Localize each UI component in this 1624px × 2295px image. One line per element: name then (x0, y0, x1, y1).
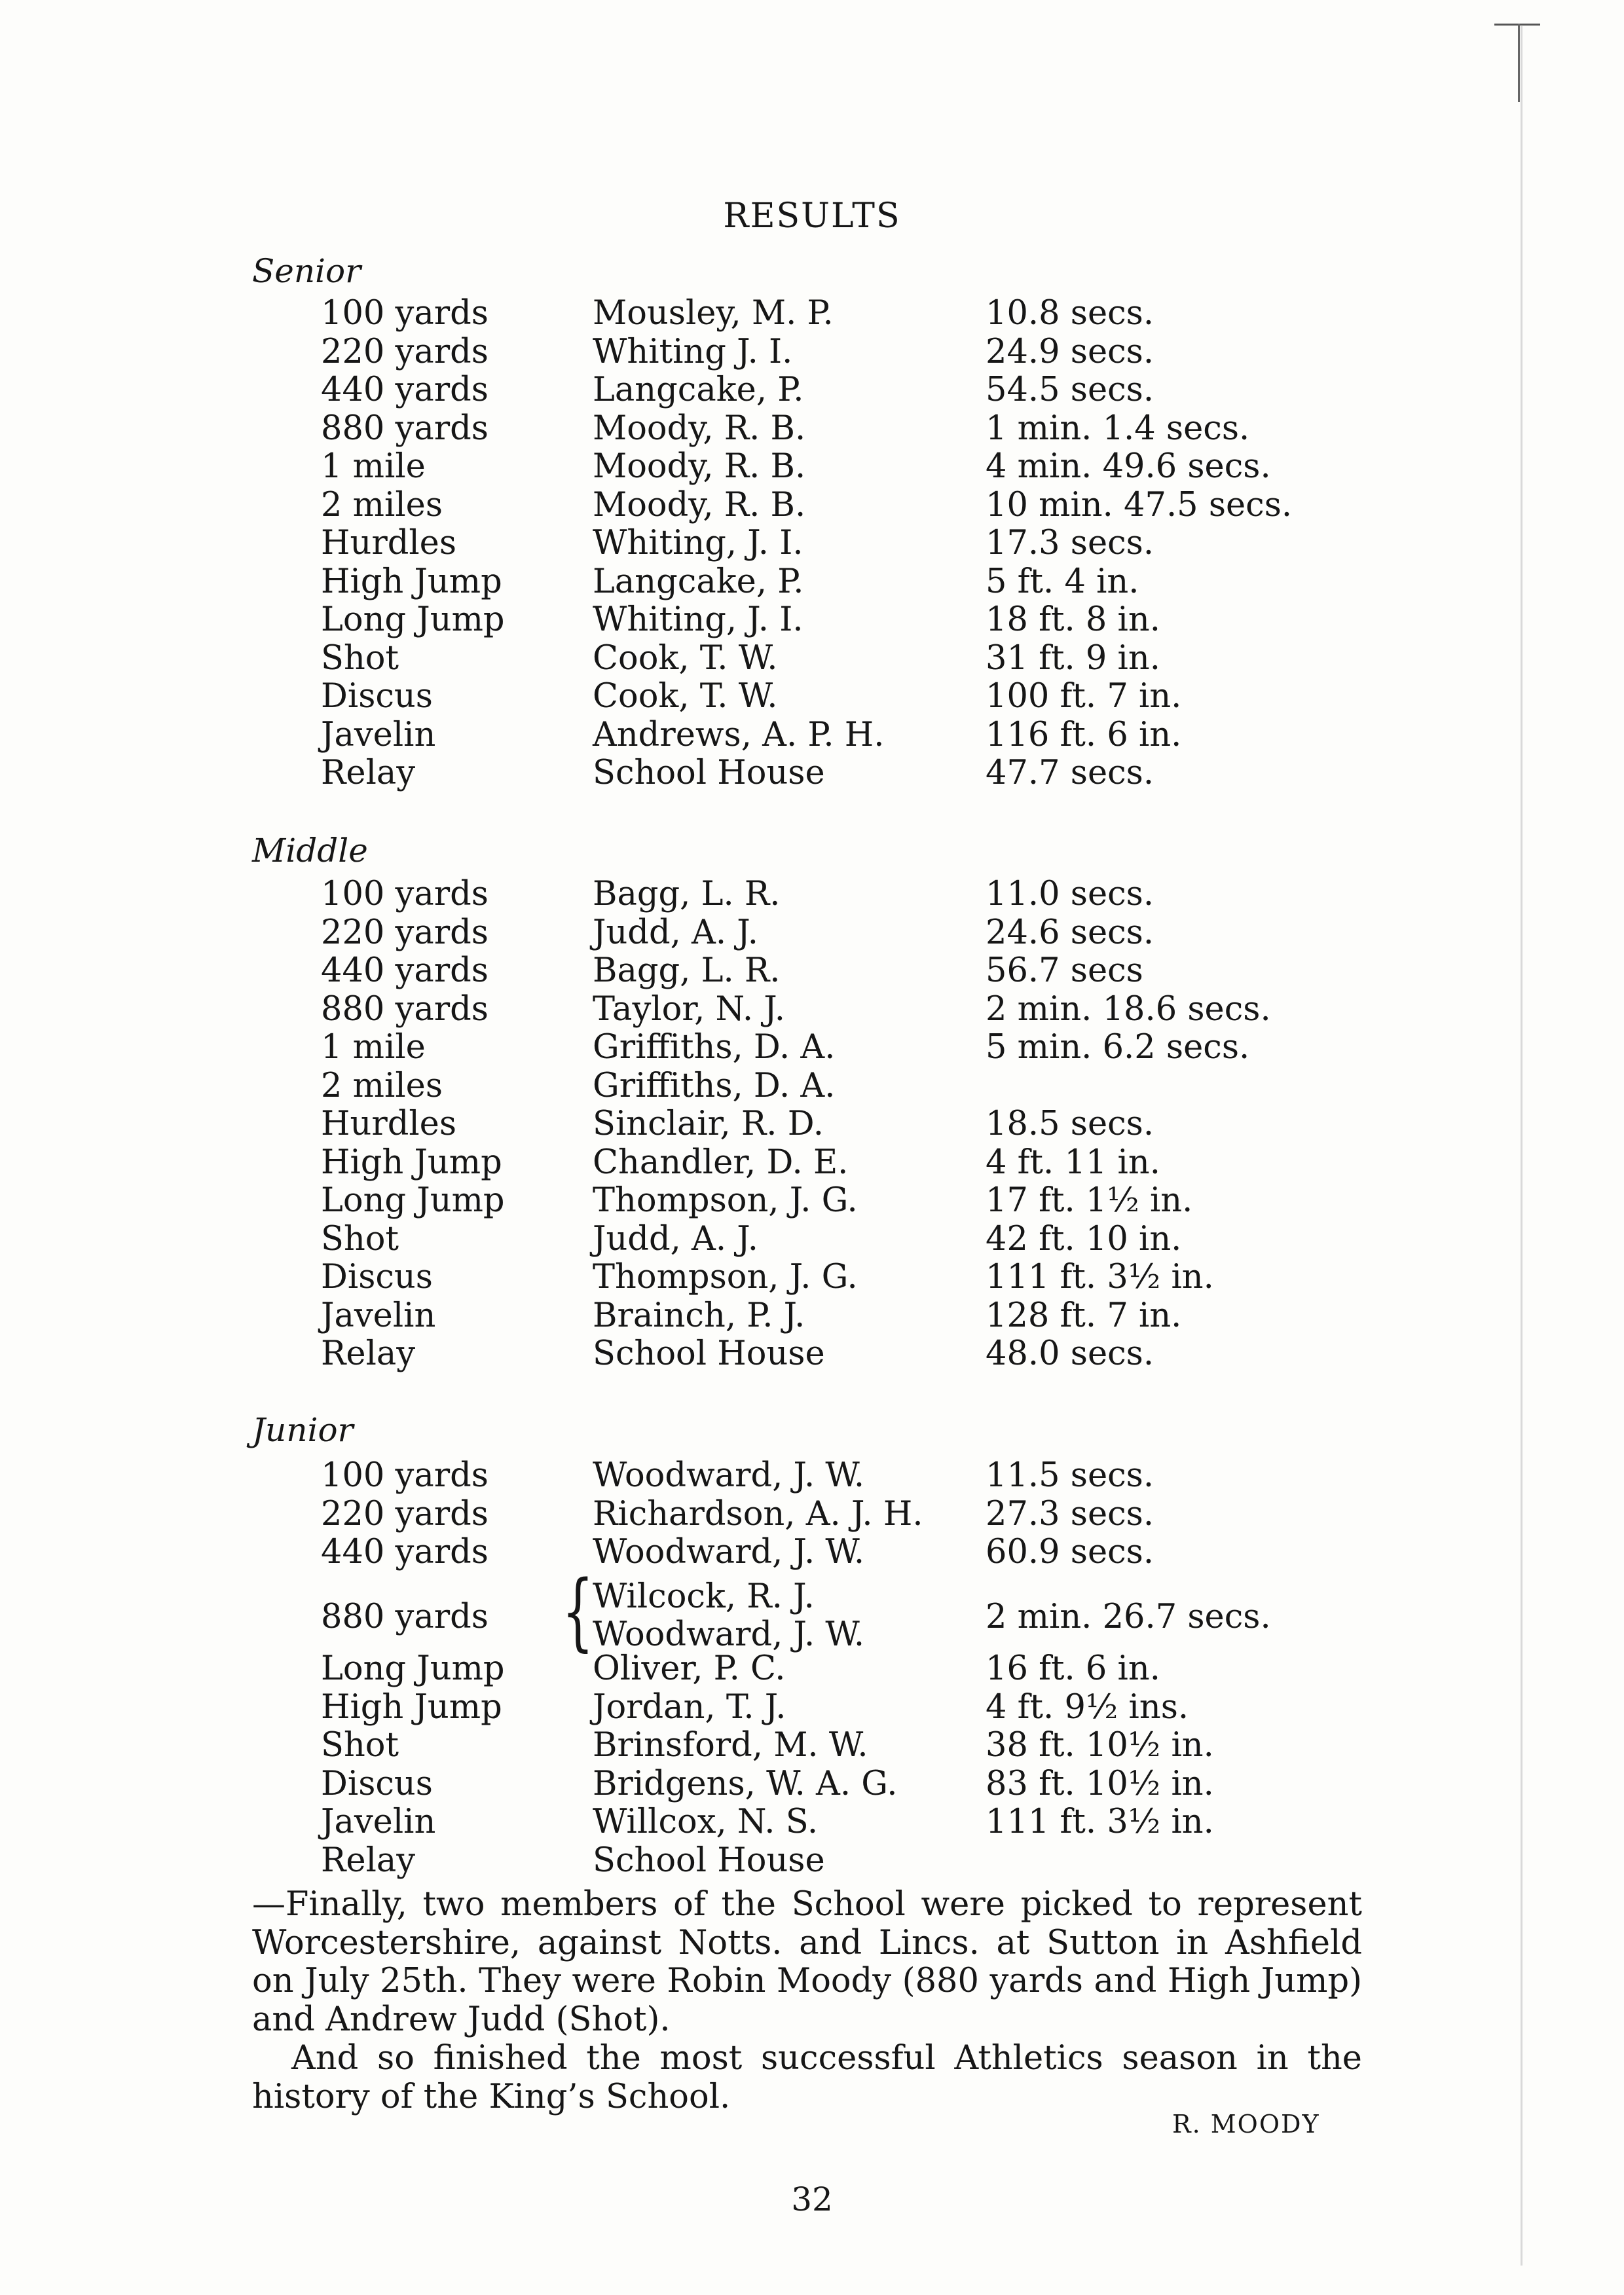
section-heading-middle: Middle (252, 832, 368, 870)
result-performance: 4 min. 49.6 secs. (986, 447, 1271, 486)
result-name: Moody, R. B. (593, 409, 806, 448)
result-name: Whiting, J. I. (593, 600, 803, 639)
result-performance: 18 ft. 8 in. (986, 600, 1160, 639)
result-performance: 48.0 secs. (986, 1334, 1154, 1373)
result-event: 220 yards (321, 332, 489, 371)
result-performance: 18.5 secs. (986, 1105, 1154, 1143)
result-event: Javelin (321, 1296, 436, 1335)
result-name: Griffiths, D. A. (593, 1066, 836, 1105)
result-name: Whiting, J. I. (593, 524, 803, 562)
result-event: 2 miles (321, 1066, 443, 1105)
result-event: Long Jump (321, 600, 505, 639)
result-performance: 5 min. 6.2 secs. (986, 1028, 1250, 1067)
final-paragraph: And so finished the most successful Athletics season in the history of the King’s School. (252, 2039, 1362, 2116)
result-event: Long Jump (321, 1181, 505, 1220)
corner-crop-stem (1518, 24, 1520, 102)
result-name: Bridgens, W. A. G. (593, 1764, 898, 1803)
result-event: Discus (321, 1764, 433, 1803)
result-name: Bagg, L. R. (593, 875, 781, 913)
result-event: 220 yards (321, 1494, 489, 1533)
result-performance: 60.9 secs. (986, 1533, 1154, 1571)
result-name: Moody, R. B. (593, 485, 806, 524)
result-name: Brinsford, M. W. (593, 1726, 868, 1765)
result-performance: 128 ft. 7 in. (986, 1296, 1182, 1335)
result-performance: 17 ft. 1½ in. (986, 1181, 1193, 1220)
result-performance: 5 ft. 4 in. (986, 562, 1139, 601)
result-name: School House (593, 754, 825, 792)
result-event: High Jump (321, 1687, 502, 1727)
result-performance: 47.7 secs. (986, 754, 1154, 792)
result-event: High Jump (321, 562, 502, 601)
result-event: 100 yards (321, 875, 489, 913)
result-event: Javelin (321, 715, 436, 754)
result-name: Wilcock, R. J. (593, 1577, 815, 1616)
result-event: 440 yards (321, 1533, 489, 1571)
result-event: Shot (321, 638, 399, 678)
result-name: Jordan, T. J. (593, 1687, 786, 1727)
result-name: Mousley, M. P. (593, 294, 834, 333)
result-performance: 42 ft. 10 in. (986, 1219, 1182, 1258)
result-event: Discus (321, 677, 433, 716)
result-name: Sinclair, R. D. (593, 1105, 824, 1143)
tie-brace: { (562, 1563, 594, 1661)
result-performance: 24.6 secs. (986, 913, 1154, 952)
result-name: Andrews, A. P. H. (593, 715, 885, 754)
result-event: Relay (321, 1334, 416, 1373)
result-performance: 100 ft. 7 in. (986, 677, 1182, 716)
result-event: Discus (321, 1258, 433, 1296)
result-event: 100 yards (321, 294, 489, 333)
result-event: 2 miles (321, 485, 443, 524)
result-event: 880 yards (321, 1598, 489, 1636)
result-event: Javelin (321, 1803, 436, 1841)
result-name: Woodward, J. W. (593, 1615, 865, 1654)
result-name: Cook, T. W. (593, 638, 778, 678)
result-name: Richardson, A. J. H. (593, 1494, 923, 1533)
result-name: Taylor, N. J. (593, 989, 785, 1029)
result-event: 220 yards (321, 913, 489, 952)
result-event: 1 mile (321, 447, 426, 486)
result-performance: 1 min. 1.4 secs. (986, 409, 1250, 448)
result-event: Relay (321, 1841, 416, 1880)
page-edge-line (1521, 26, 1522, 2266)
result-performance: 38 ft. 10½ in. (986, 1726, 1214, 1765)
result-performance: 4 ft. 9½ ins. (986, 1687, 1189, 1727)
result-name: Thompson, J. G. (593, 1258, 858, 1296)
result-performance: 2 min. 18.6 secs. (986, 989, 1271, 1029)
result-event: Long Jump (321, 1649, 505, 1688)
result-performance: 11.5 secs. (986, 1456, 1154, 1495)
result-performance: 31 ft. 9 in. (986, 638, 1160, 678)
closing-paragraph: —Finally, two members of the School were picked to represent Worcestershire, against Notts. and Lincs. at Sutton in Ashfield on July 25th. They were Robin Moody (880 yards and High Jump) and Andrew Judd (Shot). (252, 1885, 1362, 2039)
result-performance: 10.8 secs. (986, 294, 1154, 333)
corner-crop-mark (1494, 24, 1540, 26)
result-performance: 27.3 secs. (986, 1494, 1154, 1533)
result-performance: 16 ft. 6 in. (986, 1649, 1160, 1688)
result-event: Shot (321, 1219, 399, 1258)
result-performance: 11.0 secs. (986, 875, 1154, 913)
result-name: Griffiths, D. A. (593, 1028, 836, 1067)
result-name: Willcox, N. S. (593, 1803, 819, 1841)
result-event: High Jump (321, 1143, 502, 1182)
result-performance: 2 min. 26.7 secs. (986, 1598, 1271, 1636)
result-performance: 4 ft. 11 in. (986, 1143, 1160, 1182)
author-signature: R. MOODY (1172, 2110, 1320, 2139)
result-name: Brainch, P. J. (593, 1296, 805, 1335)
result-name: School House (593, 1334, 825, 1373)
result-event: Shot (321, 1726, 399, 1765)
result-event: Hurdles (321, 524, 457, 562)
result-name: Judd, A. J. (593, 913, 758, 952)
result-performance: 54.5 secs. (986, 371, 1154, 409)
result-name: School House (593, 1841, 825, 1880)
result-performance: 83 ft. 10½ in. (986, 1764, 1214, 1803)
result-event: 880 yards (321, 409, 489, 448)
result-event: 440 yards (321, 951, 489, 990)
result-performance: 111 ft. 3½ in. (986, 1803, 1214, 1841)
result-performance: 111 ft. 3½ in. (986, 1258, 1214, 1296)
result-event: Relay (321, 754, 416, 792)
section-heading-junior: Junior (252, 1411, 354, 1449)
page-title: RESULTS (723, 196, 901, 236)
result-name: Whiting J. I. (593, 332, 793, 371)
result-event: Hurdles (321, 1105, 457, 1143)
result-event: 1 mile (321, 1028, 426, 1067)
result-performance: 24.9 secs. (986, 332, 1154, 371)
result-event: 440 yards (321, 371, 489, 409)
result-performance: 116 ft. 6 in. (986, 715, 1182, 754)
result-performance: 17.3 secs. (986, 524, 1154, 562)
result-name: Cook, T. W. (593, 677, 778, 716)
result-name: Langcake, P. (593, 562, 804, 601)
result-name: Judd, A. J. (593, 1219, 758, 1258)
page-number: 32 (791, 2180, 833, 2218)
result-event: 880 yards (321, 989, 489, 1029)
result-name: Oliver, P. C. (593, 1649, 786, 1688)
result-name: Woodward, J. W. (593, 1533, 865, 1571)
section-heading-senior: Senior (252, 252, 361, 290)
result-performance: 10 min. 47.5 secs. (986, 485, 1293, 524)
result-name: Langcake, P. (593, 371, 804, 409)
result-name: Chandler, D. E. (593, 1143, 849, 1182)
result-name: Moody, R. B. (593, 447, 806, 486)
result-event: 100 yards (321, 1456, 489, 1495)
result-name: Thompson, J. G. (593, 1181, 858, 1220)
result-name: Bagg, L. R. (593, 951, 781, 990)
result-performance: 56.7 secs (986, 951, 1143, 990)
result-name: Woodward, J. W. (593, 1456, 865, 1495)
